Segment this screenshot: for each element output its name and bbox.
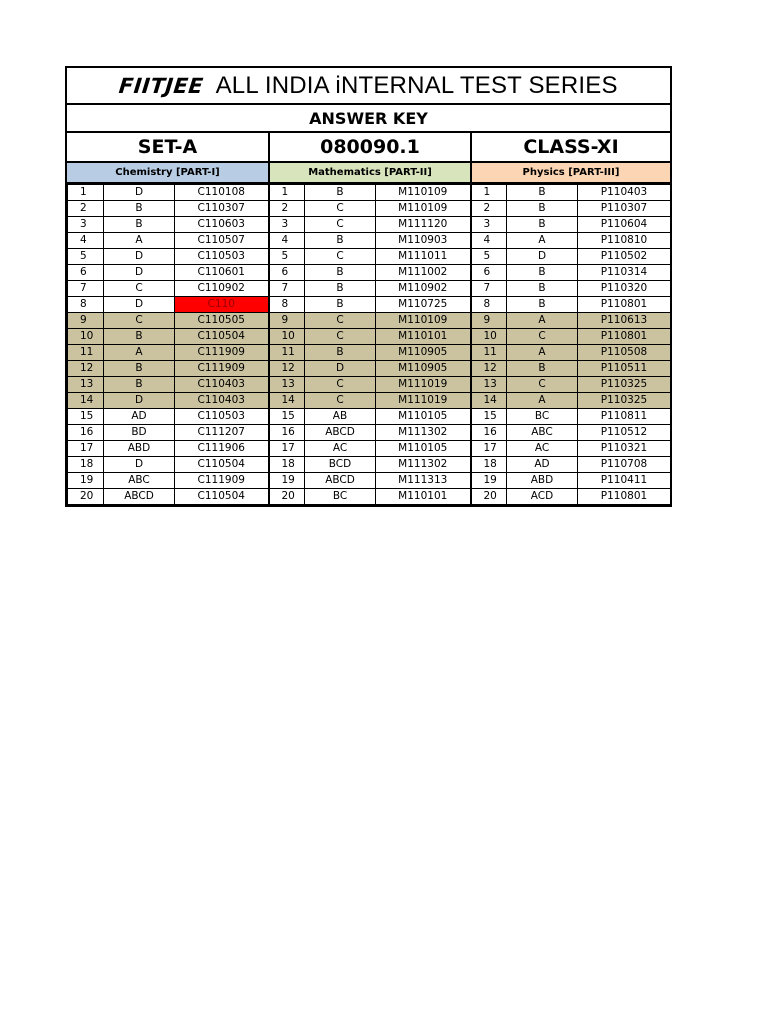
chemistry-answer: A [104,345,175,361]
physics-answer: B [507,281,578,297]
question-number-chemistry: 2 [68,201,104,217]
question-number-mathematics: 8 [269,297,305,313]
physics-code: P110801 [578,297,671,313]
physics-answer: BC [507,409,578,425]
chemistry-code: C110601 [175,265,269,281]
chemistry-answer: ABCD [104,489,175,505]
physics-code: P110314 [578,265,671,281]
table-row [68,489,671,505]
physics-code: P110604 [578,217,671,233]
question-number-chemistry: 20 [68,489,104,505]
question-number-chemistry: 11 [68,345,104,361]
mathematics-answer: AC [305,441,376,457]
table-row [68,313,671,329]
mathematics-answer: BCD [305,457,376,473]
physics-answer: B [507,201,578,217]
mathematics-code: M110109 [376,185,471,201]
mathematics-code: M110101 [376,329,471,345]
info-row [67,133,670,163]
section-chemistry: Chemistry [PART-I] [67,163,268,182]
question-number-chemistry: 10 [68,329,104,345]
physics-code: P110508 [578,345,671,361]
mathematics-answer: C [305,217,376,233]
mathematics-answer: BC [305,489,376,505]
mathematics-answer: B [305,281,376,297]
table-row [68,297,671,313]
question-number-physics: 19 [471,473,507,489]
physics-answer: ABC [507,425,578,441]
answer-table [67,184,671,505]
physics-answer: B [507,361,578,377]
mathematics-answer: ABCD [305,425,376,441]
question-number-physics: 5 [471,249,507,265]
question-number-mathematics: 5 [269,249,305,265]
question-number-physics: 20 [471,489,507,505]
question-number-physics: 14 [471,393,507,409]
question-number-physics: 6 [471,265,507,281]
mathematics-code: M110725 [376,297,471,313]
table-row [68,377,671,393]
mathematics-code: M110109 [376,313,471,329]
answer-key-heading: ANSWER KEY [67,105,670,133]
question-number-physics: 12 [471,361,507,377]
question-number-mathematics: 15 [269,409,305,425]
chemistry-code: C110403 [175,377,269,393]
question-number-physics: 13 [471,377,507,393]
chemistry-code: C110 [175,297,269,313]
question-number-chemistry: 13 [68,377,104,393]
table-row [68,233,671,249]
physics-answer: A [507,313,578,329]
question-number-chemistry: 19 [68,473,104,489]
mathematics-code: M111302 [376,425,471,441]
mathematics-answer: C [305,329,376,345]
question-number-chemistry: 9 [68,313,104,329]
question-number-mathematics: 20 [269,489,305,505]
question-number-physics: 18 [471,457,507,473]
physics-code: P110512 [578,425,671,441]
mathematics-code: M110105 [376,441,471,457]
mathematics-answer: C [305,249,376,265]
mathematics-answer: B [305,233,376,249]
chemistry-answer: D [104,185,175,201]
physics-code: P110613 [578,313,671,329]
question-number-chemistry: 7 [68,281,104,297]
question-number-physics: 17 [471,441,507,457]
mathematics-code: M110101 [376,489,471,505]
question-number-mathematics: 1 [269,185,305,201]
chemistry-answer: B [104,217,175,233]
physics-answer: ACD [507,489,578,505]
table-row [68,281,671,297]
mathematics-answer: B [305,345,376,361]
question-number-physics: 7 [471,281,507,297]
table-row [68,441,671,457]
table-row [68,425,671,441]
chemistry-code: C110902 [175,281,269,297]
chemistry-answer: D [104,297,175,313]
chemistry-code: C111909 [175,361,269,377]
chemistry-answer: B [104,377,175,393]
mathematics-answer: AB [305,409,376,425]
question-number-chemistry: 18 [68,457,104,473]
physics-code: P110411 [578,473,671,489]
question-number-physics: 10 [471,329,507,345]
physics-answer: A [507,393,578,409]
chemistry-answer: D [104,249,175,265]
mathematics-answer: C [305,313,376,329]
question-number-physics: 9 [471,313,507,329]
physics-code: P110708 [578,457,671,473]
table-row [68,457,671,473]
physics-code: P110325 [578,377,671,393]
question-number-physics: 15 [471,409,507,425]
mathematics-answer: C [305,201,376,217]
chemistry-answer: B [104,201,175,217]
chemistry-answer: A [104,233,175,249]
table-row [68,201,671,217]
physics-code: P110810 [578,233,671,249]
question-number-chemistry: 3 [68,217,104,233]
mathematics-answer: C [305,377,376,393]
chemistry-code: C111906 [175,441,269,457]
question-number-chemistry: 4 [68,233,104,249]
question-number-chemistry: 6 [68,265,104,281]
question-number-chemistry: 14 [68,393,104,409]
chemistry-answer: B [104,329,175,345]
mathematics-answer: B [305,185,376,201]
table-row [68,409,671,425]
physics-code: P110801 [578,489,671,505]
mathematics-code: M110905 [376,345,471,361]
chemistry-code: C110504 [175,329,269,345]
mathematics-answer: C [305,393,376,409]
question-number-chemistry: 8 [68,297,104,313]
section-header-row [67,163,670,184]
chemistry-code: C110505 [175,313,269,329]
mathematics-answer: ABCD [305,473,376,489]
question-number-mathematics: 2 [269,201,305,217]
chemistry-code: C110603 [175,217,269,233]
section-physics: Physics [PART-III] [470,163,670,182]
mathematics-code: M111313 [376,473,471,489]
question-number-mathematics: 6 [269,265,305,281]
table-row [68,361,671,377]
question-number-mathematics: 13 [269,377,305,393]
table-row [68,249,671,265]
mathematics-answer: D [305,361,376,377]
chemistry-code: C110403 [175,393,269,409]
physics-answer: ABD [507,473,578,489]
table-row [68,393,671,409]
question-number-physics: 1 [471,185,507,201]
question-number-physics: 3 [471,217,507,233]
physics-code: P110801 [578,329,671,345]
question-number-mathematics: 11 [269,345,305,361]
question-number-physics: 2 [471,201,507,217]
mathematics-code: M111002 [376,265,471,281]
fiitjee-logo: FIITJEE [118,73,205,98]
physics-code: P110321 [578,441,671,457]
mathematics-code: M110903 [376,233,471,249]
question-number-chemistry: 5 [68,249,104,265]
mathematics-code: M111120 [376,217,471,233]
answer-key-sheet [65,66,672,507]
mathematics-code: M110109 [376,201,471,217]
chemistry-code: C111909 [175,345,269,361]
chemistry-code: C110503 [175,249,269,265]
physics-answer: AD [507,457,578,473]
table-row [68,217,671,233]
chemistry-code: C110504 [175,457,269,473]
physics-code: P110511 [578,361,671,377]
physics-code: P110502 [578,249,671,265]
physics-answer: A [507,345,578,361]
question-number-mathematics: 9 [269,313,305,329]
question-number-mathematics: 4 [269,233,305,249]
mathematics-code: M110105 [376,409,471,425]
physics-answer: C [507,329,578,345]
set-label: SET-A [137,136,198,158]
mathematics-code: M111019 [376,393,471,409]
class-label: CLASS-XI [470,133,670,161]
question-number-mathematics: 14 [269,393,305,409]
physics-code: P110320 [578,281,671,297]
mathematics-code: M110905 [376,361,471,377]
physics-answer: B [507,265,578,281]
question-number-mathematics: 19 [269,473,305,489]
question-number-chemistry: 15 [68,409,104,425]
physics-answer: C [507,377,578,393]
table-row [68,473,671,489]
mathematics-code: M111019 [376,377,471,393]
physics-answer: B [507,217,578,233]
mathematics-answer: B [305,297,376,313]
question-number-chemistry: 1 [68,185,104,201]
chemistry-answer: C [104,281,175,297]
chemistry-answer: AD [104,409,175,425]
chemistry-code: C110108 [175,185,269,201]
physics-code: P110325 [578,393,671,409]
physics-answer: AC [507,441,578,457]
chemistry-code: C111207 [175,425,269,441]
chemistry-answer: C [104,313,175,329]
physics-answer: B [507,297,578,313]
question-number-chemistry: 16 [68,425,104,441]
question-number-chemistry: 12 [68,361,104,377]
table-row [68,329,671,345]
physics-code: P110811 [578,409,671,425]
chemistry-answer: B [104,361,175,377]
chemistry-answer: D [104,265,175,281]
table-row [68,265,671,281]
paper-code: 080090.1 [268,133,470,161]
chemistry-answer: BD [104,425,175,441]
mathematics-code: M111011 [376,249,471,265]
question-number-physics: 4 [471,233,507,249]
question-number-mathematics: 18 [269,457,305,473]
question-number-physics: 16 [471,425,507,441]
chemistry-code: C110307 [175,201,269,217]
table-row [68,185,671,201]
physics-answer: D [507,249,578,265]
chemistry-code: C110507 [175,233,269,249]
chemistry-answer: D [104,393,175,409]
question-number-physics: 8 [471,297,507,313]
table-row [68,345,671,361]
chemistry-answer: ABC [104,473,175,489]
question-number-mathematics: 7 [269,281,305,297]
physics-code: P110307 [578,201,671,217]
question-number-mathematics: 3 [269,217,305,233]
mathematics-code: M111302 [376,457,471,473]
chemistry-answer: ABD [104,441,175,457]
physics-code: P110403 [578,185,671,201]
question-number-mathematics: 10 [269,329,305,345]
title-row [67,68,670,105]
mathematics-answer: B [305,265,376,281]
chemistry-code: C111909 [175,473,269,489]
chemistry-answer: D [104,457,175,473]
mathematics-code: M110902 [376,281,471,297]
chemistry-code: C110503 [175,409,269,425]
page-title: ALL INDIA iNTERNAL TEST SERIES [215,71,618,99]
question-number-physics: 11 [471,345,507,361]
physics-answer: A [507,233,578,249]
question-number-chemistry: 17 [68,441,104,457]
question-number-mathematics: 12 [269,361,305,377]
question-number-mathematics: 17 [269,441,305,457]
physics-answer: B [507,185,578,201]
chemistry-code: C110504 [175,489,269,505]
section-mathematics: Mathematics [PART-II] [268,163,470,182]
question-number-mathematics: 16 [269,425,305,441]
